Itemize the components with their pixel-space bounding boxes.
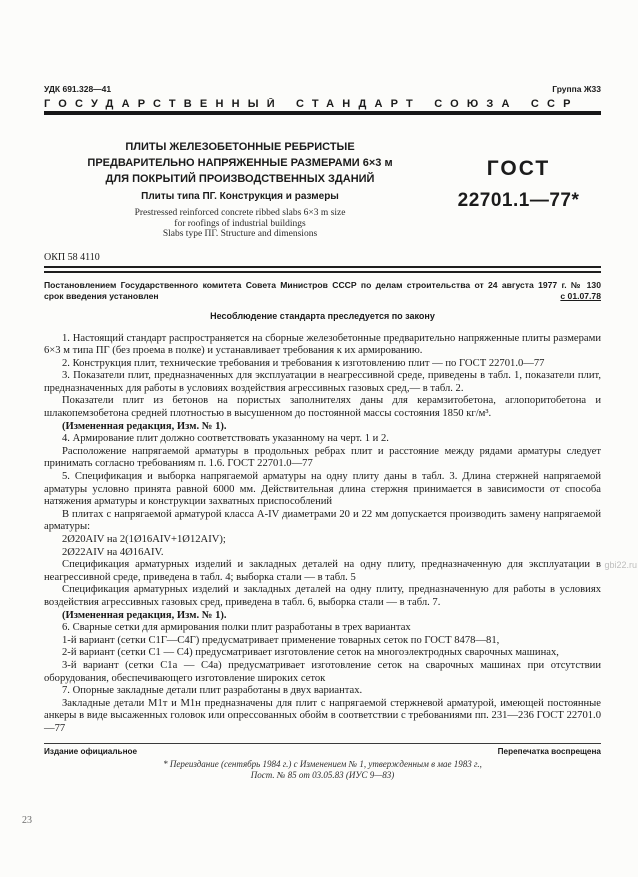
body-paragraph: Спецификация арматурных изделий и закладных деталей на одну плиту, предназначенную для работы в условиях воздействия агрессивных газовых сред, приведена в табл. 6, выборка стали — в табл. 7.: [44, 584, 601, 608]
body-paragraph: 1-й вариант (сетки С1Г—С4Г) предусматривает применение товарных сеток по ГОСТ 8478—81,: [62, 634, 500, 646]
body-paragraph: 2Ø20АIV на 2(1Ø16АIV+1Ø12АIV);: [62, 534, 226, 545]
body-paragraph: Спецификация арматурных изделий и закладных деталей на одну плиту, предназначенную для эксплуатации в неагрессивной среде, приведена в табл. 4; выборка стали — в табл. 5: [44, 559, 601, 583]
revision-note-line1: * Переиздание (сентябрь 1984 г.) с Изменением № 1, утвержденным в мае 1983 г.,: [163, 758, 482, 769]
double-rule: [44, 266, 601, 273]
title-en-line2: for roofings of industrial buildings: [174, 218, 306, 229]
gost-number: 22701.1—77*: [457, 190, 580, 211]
footer-rule: [44, 743, 601, 744]
classification-row: [44, 84, 601, 94]
title-en-line1: Prestressed reinforced concrete ribbed slabs 6×3 m size: [134, 208, 346, 218]
reprint-forbidden-label: Перепечатка воспрещена: [497, 746, 601, 756]
body-paragraph: 2. Конструкция плит, технические требования и требования к изготовлению плит — по ГОСТ 22701.0—77: [62, 357, 545, 369]
body-paragraph: 5. Спецификация и выборка напрягаемой арматуры на одну плиту даны в табл. 3. Длина стержней напрягаемой арматуры условно принята равной 6000 мм. Действительная длина стержня принимается в зависимости от способа натяжения арматуры и конструкции захватных приспособлений: [44, 471, 601, 508]
page-number: 23: [22, 815, 32, 826]
banner-rule: [44, 111, 601, 115]
body-paragraph: 6. Сварные сетки для армирования полки плит разработаны в трех вариантах: [62, 622, 411, 634]
body-paragraph: 3. Показатели плит, предназначенных для эксплуатации в неагрессивной среде, приведены в табл. 1, показатели плит, предназначенных для работы в условиях воздействия агрессивных газовых сред,— в табл. 2.: [44, 370, 601, 394]
revision-note-line2: Пост. № 85 от 03.05.83 (ИУС 9—83): [250, 770, 395, 780]
body-paragraph: (Измененная редакция, Изм. № 1).: [62, 420, 227, 432]
decree-effective-date: с 01.07.78: [560, 290, 601, 301]
title-left-column: [44, 139, 436, 240]
body-paragraph: Расположение напрягаемой арматуры в продольных ребрах плит и расстояние между рядами арматуры следует принимать согласно требованиям п. 1.6. ГОСТ 22701.0—77: [44, 445, 601, 470]
decree-text: Постановлением Государственного комитета Совета Министров СССР по делам строительства от 24 августа 1977 г. № 130: [44, 279, 601, 290]
official-edition-label: Издание официальное: [44, 746, 138, 756]
footer-row: [44, 747, 601, 756]
title-en-lines: [44, 208, 436, 240]
title-subtitle: Плиты типа ПГ. Конструкция и размеры: [141, 191, 339, 202]
group-code: Группа Ж33: [552, 84, 601, 94]
body-paragraph: 7. Опорные закладные детали плит разработаны в двух вариантах.: [62, 685, 363, 697]
site-watermark: gbi22.ru: [604, 560, 637, 570]
body-paragraph: 4. Армирование плит должно соответствовать указанному на черт. 1 и 2.: [62, 433, 389, 445]
body-paragraph: 2Ø22АIV на 4Ø16АIV.: [62, 546, 164, 558]
body-paragraph: Показатели плит из бетонов на пористых заполнителях даны для керамзитобетона, аглопоритобетона и шлакопемзобетона средней плотностью в высушенном до постоянной массы состояния 1850 кг/м³.: [44, 395, 601, 420]
revision-note: [44, 759, 601, 782]
title-ru-line1: ПЛИТЫ ЖЕЛЕЗОБЕТОННЫЕ РЕБРИСТЫЕ: [125, 141, 355, 153]
decree-effective-label: срок введения установлен: [44, 290, 159, 301]
body-paragraph: 3-й вариант (сетки С1а — С4а) предусматривает изготовление сеток на сварочных машинах при отсутствии оборудования, обеспечивающего изготовление широких сеток: [44, 659, 601, 684]
body-paragraph: Закладные детали М1т и М1н предназначены для плит с напрягаемой стержневой арматурой, имеющей постоянные анкеры в виде высаженных головок или опрессованных обойм в соответствии с требованиями пп. 231—236 ГОСТ 22701.0—77: [44, 697, 601, 734]
body-paragraph: (Измененная редакция, Изм. № 1).: [62, 609, 227, 621]
standard-body-text: [44, 333, 601, 736]
title-ru-line2: ПРЕДВАРИТЕЛЬНО НАПРЯЖЕННЫЕ РАЗМЕРАМИ 6×3 м: [87, 157, 393, 169]
decree-block: [44, 280, 601, 302]
title-block: [44, 139, 601, 240]
gost-label: ГОСТ: [486, 157, 551, 180]
title-en-line3: Slabs type ПГ. Structure and dimensions: [162, 229, 318, 239]
body-paragraph: В плитах с напрягаемой арматурой класса А-IV диаметрами 20 и 22 мм допускается производить замену напрягаемой арматуры:: [44, 508, 601, 533]
body-paragraph: 1. Настоящий стандарт распространяется на сборные железобетонные предварительно напряженные плиты размерами 6×3 м типа ПГ (без проема в полке) и устанавливает требования к их армированию.: [44, 332, 601, 357]
gost-designation: [436, 139, 601, 240]
body-paragraph: 2-й вариант (сетки С1 — С4) предусматривает изготовление сеток на многоэлектродных сварочных машинах,: [62, 647, 559, 659]
title-ru-line3: ДЛЯ ПОКРЫТИЙ ПРОИЗВОДСТВЕННЫХ ЗДАНИЙ: [105, 173, 375, 185]
okp-code: ОКП 58 4110: [44, 251, 100, 263]
state-standard-banner: ГОСУДАРСТВЕННЫЙ СТАНДАРТ СОЮЗА ССР: [44, 98, 579, 110]
enforcement-notice: Несоблюдение стандарта преследуется по закону: [210, 310, 435, 321]
decree-effective-row: [44, 291, 601, 302]
udk-code: УДК 691.328—41: [44, 84, 112, 94]
